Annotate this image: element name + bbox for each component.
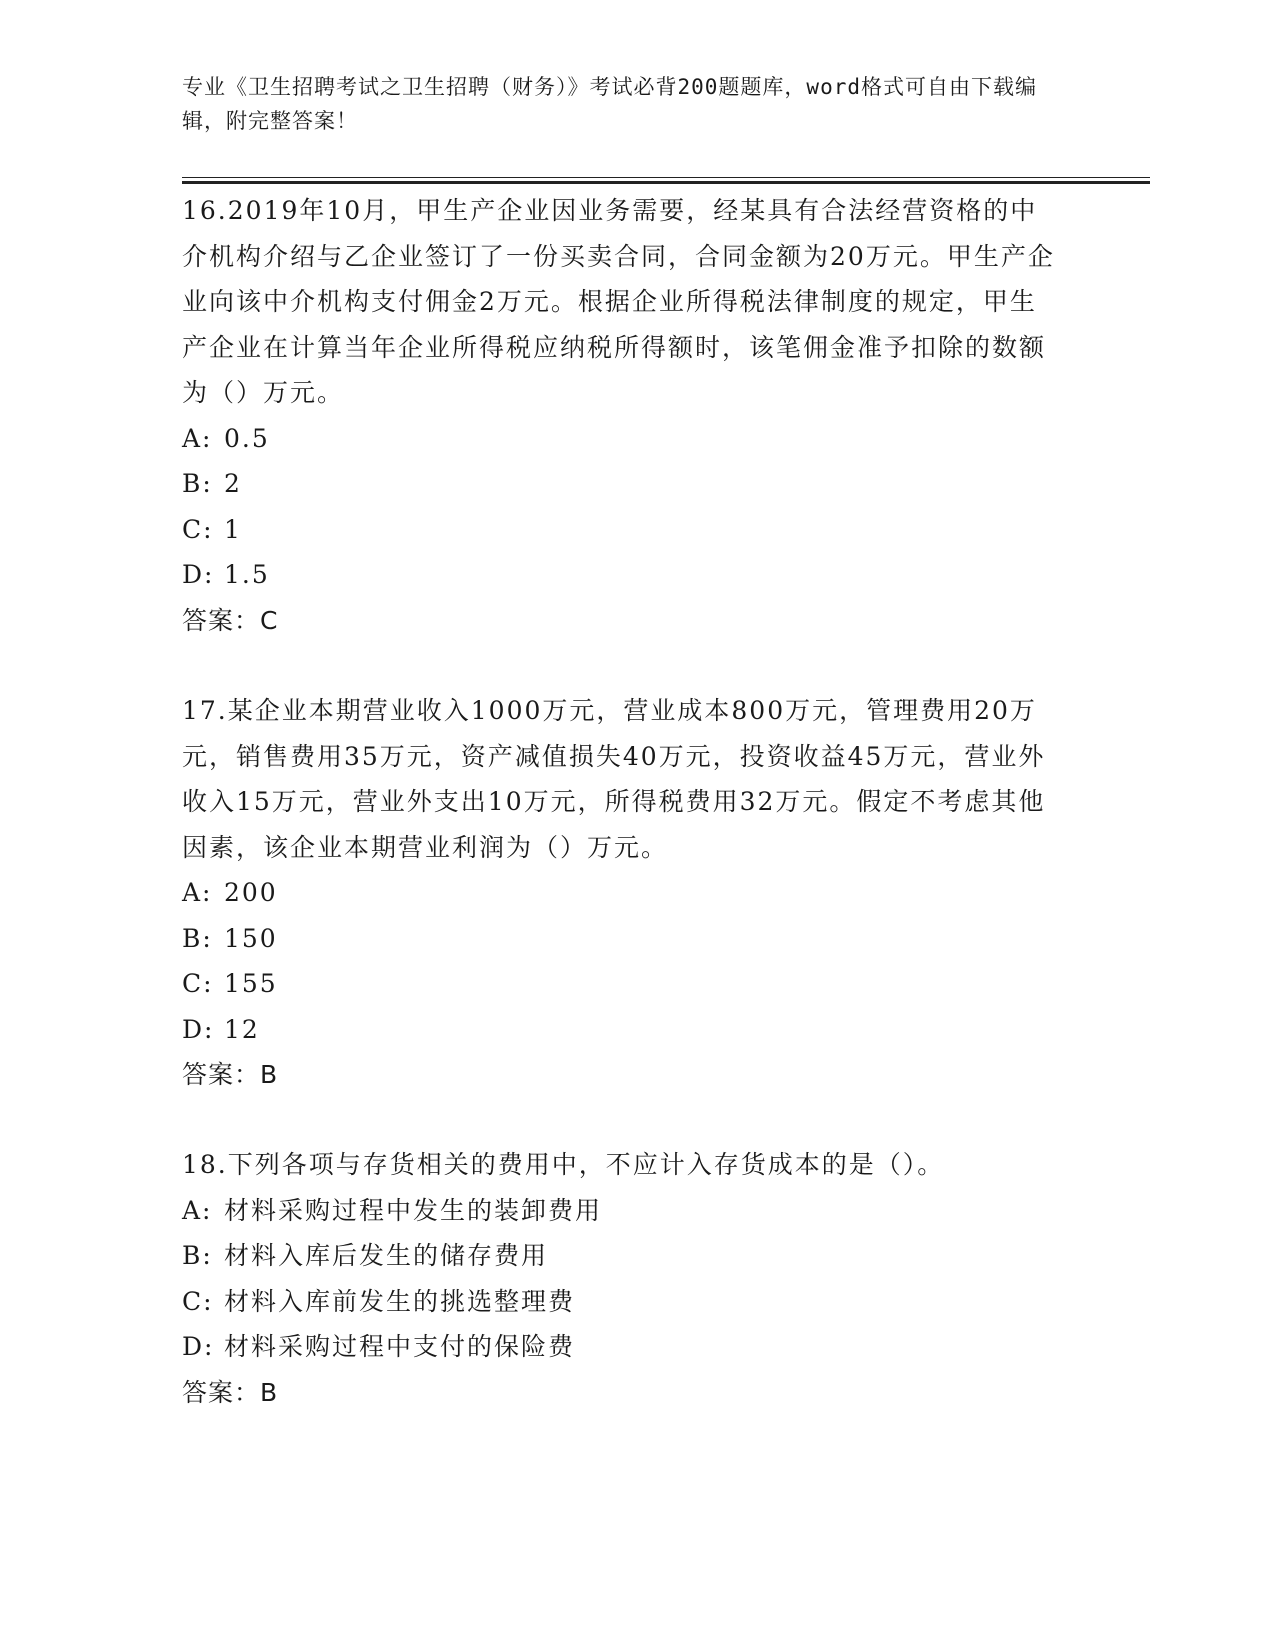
option-text: 155 xyxy=(224,969,278,998)
question-16 xyxy=(182,188,1062,643)
option-text: 材料入库前发生的挑选整理费 xyxy=(224,1286,576,1316)
answer-line: 答案：C xyxy=(182,605,279,635)
option-label: A: xyxy=(182,1195,213,1225)
option-text: 12 xyxy=(224,1014,260,1044)
option-label: C: xyxy=(182,1286,214,1316)
option-text: 材料采购过程中支付的保险费 xyxy=(224,1332,576,1361)
option-label: D: xyxy=(182,1332,215,1361)
answer-line: 答案：B xyxy=(182,1377,279,1407)
option-label: D: xyxy=(182,560,215,589)
option-c xyxy=(182,507,1062,553)
question-17 xyxy=(182,688,1062,1098)
option-b xyxy=(182,1233,1062,1279)
question-stem: 17.某企业本期营业收入1000万元，营业成本800万元，管理费用20万元，销售费用35万元，资产减值损失40万元，投资收益45万元，营业外收入15万元，营业外支出10万元，所得税费用32万元。假定不考虑其他因素，该企业本期营业利润为（）万元。 xyxy=(182,696,1046,862)
option-text: 1 xyxy=(224,514,242,544)
option-a xyxy=(182,416,1062,462)
option-text: 200 xyxy=(224,878,278,907)
option-text: 0.5 xyxy=(224,423,270,453)
question-stem: 16.2019年10月，甲生产企业因业务需要，经某具有合法经营资格的中介机构介绍与乙企业签订了一份买卖合同，合同金额为20万元。甲生产企业向该中介机构支付佣金2万元。根据企业所得税法律制度的规定，甲生产企业在计算当年企业所得税应纳税所得额时，该笔佣金准予扣除的数额为（）万元。 xyxy=(182,196,1055,407)
option-b xyxy=(182,916,1062,962)
option-label: C: xyxy=(182,969,214,998)
option-text: 150 xyxy=(224,923,278,953)
option-label: A: xyxy=(182,423,213,453)
header-divider-thick xyxy=(182,181,1150,184)
option-label: C: xyxy=(182,514,214,544)
option-label: B: xyxy=(182,923,213,953)
option-a xyxy=(182,870,1062,916)
answer-line: 答案：B xyxy=(182,1060,279,1089)
option-text: 材料采购过程中发生的装卸费用 xyxy=(224,1195,603,1225)
option-a xyxy=(182,1188,1062,1234)
option-text: 材料入库后发生的储存费用 xyxy=(224,1241,549,1270)
question-18 xyxy=(182,1142,1062,1415)
header-divider-thin xyxy=(182,177,1150,178)
option-d xyxy=(182,552,1062,598)
option-text: 1.5 xyxy=(224,560,270,589)
option-label: B: xyxy=(182,469,213,498)
option-d xyxy=(182,1324,1062,1370)
option-b xyxy=(182,461,1062,507)
option-label: D: xyxy=(182,1014,215,1044)
option-c xyxy=(182,961,1062,1007)
option-text: 2 xyxy=(224,469,242,498)
option-d xyxy=(182,1007,1062,1053)
document-header: 专业《卫生招聘考试之卫生招聘（财务）》考试必背200题题库，word格式可自由下载编辑，附完整答案！ xyxy=(182,75,1037,133)
option-label: B: xyxy=(182,1241,213,1270)
question-stem: 18.下列各项与存货相关的费用中，不应计入存货成本的是（）。 xyxy=(182,1150,945,1179)
option-c xyxy=(182,1279,1062,1325)
option-label: A: xyxy=(182,878,213,907)
